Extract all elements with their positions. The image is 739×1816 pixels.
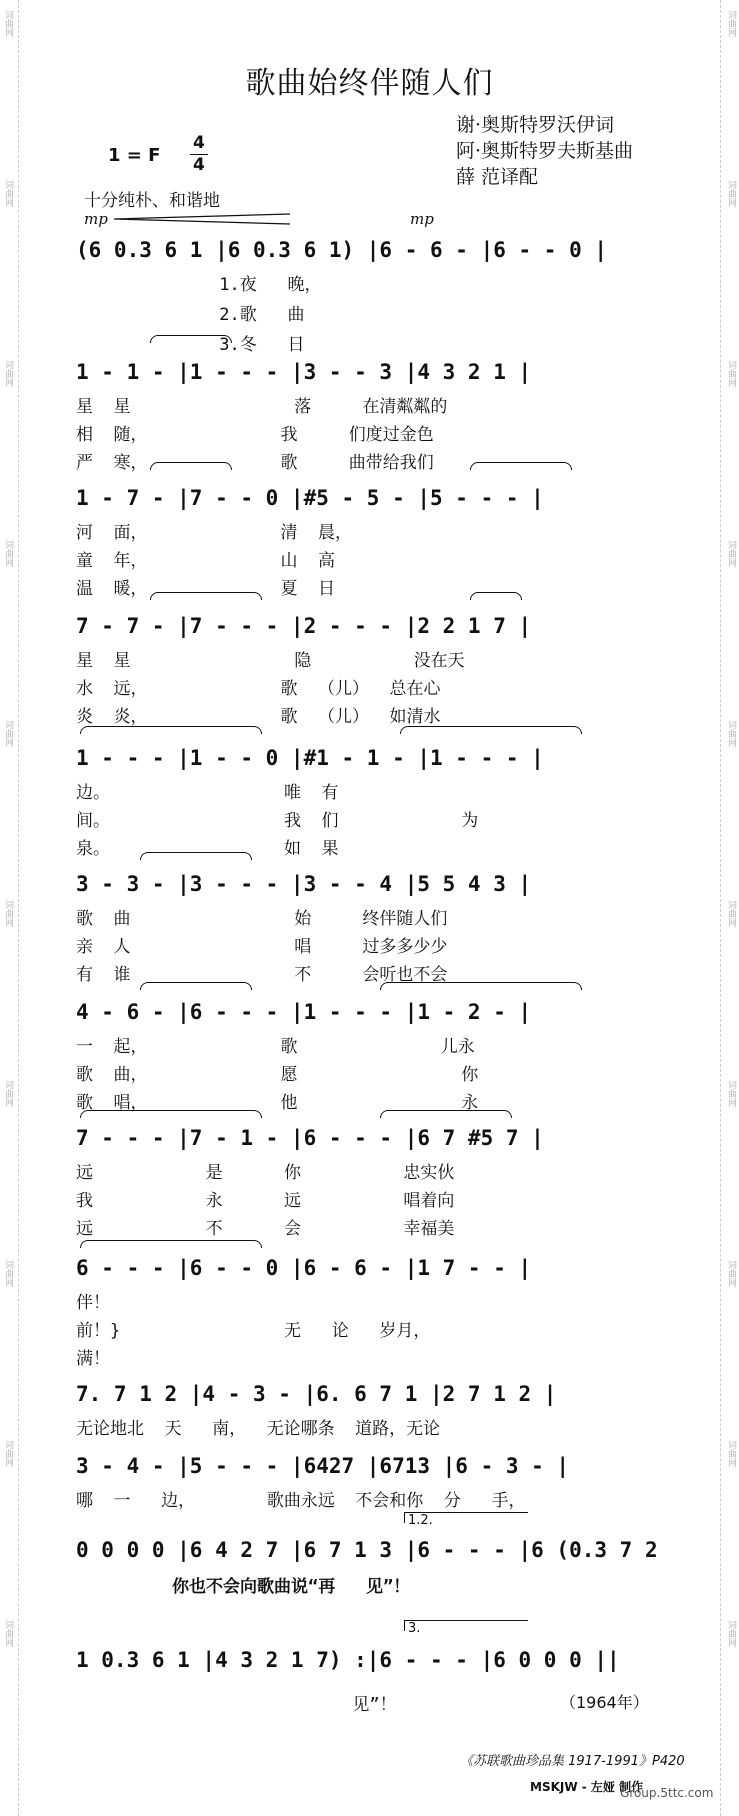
watermark: 词曲网 — [3, 1620, 13, 1647]
watermark: 词曲网 — [3, 1440, 13, 1467]
slur — [80, 726, 262, 734]
lyrics-verse-3: 满！ — [76, 1349, 110, 1369]
lyrics-verse-1: 歌 曲 始 终伴随人们 — [76, 909, 448, 929]
key-signature: 1 = F — [108, 145, 161, 166]
slur — [150, 335, 232, 343]
dynamic-mp: mp — [84, 210, 108, 228]
lyrics-verse-2: 2.歌 曲 — [76, 305, 305, 325]
lyrics-verse-1: 远 是 你 忠实伙 — [76, 1163, 455, 1183]
slur — [400, 726, 582, 734]
notes-row: 1 0.3 6 1 |4 3 2 1 7) :|6 - - - |6 0 0 0 || — [76, 1648, 620, 1672]
volta-3: 3. — [404, 1620, 528, 1631]
lyrics-verse-3: 远 不 会 幸福美 — [76, 1219, 455, 1239]
watermark: 词曲网 — [726, 10, 736, 37]
notes-row: (6 0.3 6 1 |6 0.3 6 1) |6 - 6 - |6 - - 0 | — [76, 238, 608, 262]
watermark: 词曲网 — [3, 360, 13, 387]
lyrics-verse-2: 前！} 无 论 岁月， — [76, 1321, 431, 1341]
lyrics-line: 你也不会向歌曲说“再 见”！ — [172, 1577, 411, 1597]
watermark: 词曲网 — [726, 1620, 736, 1647]
credit-lyricist: 谢·奥斯特罗沃伊词 — [456, 114, 615, 136]
slur — [140, 852, 252, 860]
time-sig-bottom: 4 — [193, 155, 205, 175]
slur — [470, 462, 572, 470]
slur — [150, 462, 232, 470]
lyrics-verse-3: 3.冬 日 — [76, 335, 305, 355]
lyrics-verse-2: 间。 我 们 为 — [76, 811, 479, 831]
source: 《苏联歌曲珍品集 1917-1991》P420 — [460, 1754, 685, 1769]
watermark: 词曲网 — [3, 1080, 13, 1107]
lyrics-verse-2: 水 远， 歌 （儿） 总在心 — [76, 679, 441, 699]
slur — [80, 1110, 262, 1118]
watermark: 词曲网 — [3, 720, 13, 747]
left-border — [0, 0, 19, 1816]
slur — [150, 592, 262, 600]
notes-row: 7 - 7 - |7 - - - |2 - - - |2 2 1 7 | — [76, 614, 532, 638]
slur — [380, 982, 582, 990]
dynamic-mp: mp — [410, 210, 434, 228]
lyrics-verse-2: 相 随， 我 们度过金色 — [76, 425, 434, 445]
lyrics-verse-2: 歌 曲， 愿 你 — [76, 1065, 479, 1085]
lyrics-line: 见”！ — [76, 1695, 397, 1715]
notes-row: 0 0 0 0 |6 4 2 7 |6 7 1 3 |6 - - - |6 (0.3 7 2 — [76, 1538, 658, 1562]
notes-row: 7. 7 1 2 |4 - 3 - |6. 6 7 1 |2 7 1 2 | — [76, 1382, 557, 1406]
watermark: 词曲网 — [726, 900, 736, 927]
slur — [140, 982, 252, 990]
lyrics-verse-3: 有 谁 不 会听也不会 — [76, 965, 448, 985]
time-sig-top: 4 — [193, 133, 205, 153]
watermark: 词曲网 — [726, 720, 736, 747]
lyrics-verse-1: 星 星 落 在清粼粼的 — [76, 397, 448, 417]
watermark: 词曲网 — [3, 180, 13, 207]
song-title: 歌曲始终伴随人们 — [245, 66, 494, 101]
lyrics-verse-1: 伴！ — [76, 1293, 110, 1313]
watermark: 词曲网 — [726, 1260, 736, 1287]
lyrics-verse-1: 河 面， 清 晨， — [76, 523, 352, 543]
watermark: 词曲网 — [726, 360, 736, 387]
notes-row: 6 - - - |6 - - 0 |6 - 6 - |1 7 - - | — [76, 1256, 532, 1280]
notes-row: 1 - 1 - |1 - - - |3 - - 3 |4 3 2 1 | — [76, 360, 532, 384]
lyrics-verse-3: 温 暖， 夏 日 — [76, 579, 335, 599]
lyrics-line: 无论地北 天 南， 无论哪条 道路，无论 — [76, 1419, 441, 1439]
lyrics-verse-3: 歌 唱， 他 永 — [76, 1093, 479, 1113]
lyrics-verse-1: 星 星 隐 没在天 — [76, 651, 465, 671]
lyrics-verse-2: 亲 人 唱 过多多少少 — [76, 937, 448, 957]
watermark: 词曲网 — [3, 540, 13, 567]
watermark: 词曲网 — [726, 540, 736, 567]
notes-row: 1 - - - |1 - - 0 |#1 - 1 - |1 - - - | — [76, 746, 544, 770]
right-border — [720, 0, 739, 1816]
lyrics-verse-1: 一 起， 歌 儿永 — [76, 1037, 475, 1057]
tempo-marking: 十分纯朴、和谐地 — [84, 191, 220, 211]
crescendo-hairpin — [110, 212, 300, 226]
credit-composer: 阿·奥斯特罗夫斯基曲 — [456, 140, 634, 162]
notes-row: 7 - - - |7 - 1 - |6 - - - |6 7 #5 7 | — [76, 1126, 544, 1150]
watermark: 词曲网 — [726, 1440, 736, 1467]
watermark: 词曲网 — [3, 1260, 13, 1287]
lyrics-verse-3: 炎 炎， 歌 （儿） 如清水 — [76, 707, 441, 727]
lyrics-verse-1: 1.夜 晚， — [76, 275, 322, 295]
notes-row: 3 - 4 - |5 - - - |6427 |6713 |6 - 3 - | — [76, 1454, 570, 1478]
lyrics-verse-3: 泉。 如 果 — [76, 839, 339, 859]
lyrics-verse-2: 我 永 远 唱着向 — [76, 1191, 455, 1211]
volta-1-2: 1.2. — [404, 1512, 528, 1523]
lyrics-verse-3: 严 寒， 歌 曲带给我们 — [76, 453, 434, 473]
lyrics-verse-2: 童 年， 山 高 — [76, 551, 335, 571]
watermark: 词曲网 — [726, 1080, 736, 1107]
maker: MSKJW - 左娅 制作 — [530, 1780, 644, 1794]
notes-row: 4 - 6 - |6 - - - |1 - - - |1 - 2 - | — [76, 1000, 532, 1024]
watermark: 词曲网 — [3, 10, 13, 37]
credit-translator: 薛 范译配 — [456, 166, 539, 188]
notes-row: 3 - 3 - |3 - - - |3 - - 4 |5 5 4 3 | — [76, 872, 532, 896]
slur — [80, 1240, 262, 1248]
slur — [470, 592, 522, 600]
lyrics-verse-1: 边。 唯 有 — [76, 783, 339, 803]
lyrics-line: 哪 一 边， 歌曲永远 不会和你 分 手， — [76, 1491, 526, 1511]
brand: Group.5ttc.com — [620, 1786, 714, 1800]
slur — [380, 1110, 512, 1118]
watermark: 词曲网 — [726, 180, 736, 207]
watermark: 词曲网 — [3, 900, 13, 927]
year: （1964年） — [560, 1693, 649, 1712]
notes-row: 1 - 7 - |7 - - 0 |#5 - 5 - |5 - - - | — [76, 486, 544, 510]
